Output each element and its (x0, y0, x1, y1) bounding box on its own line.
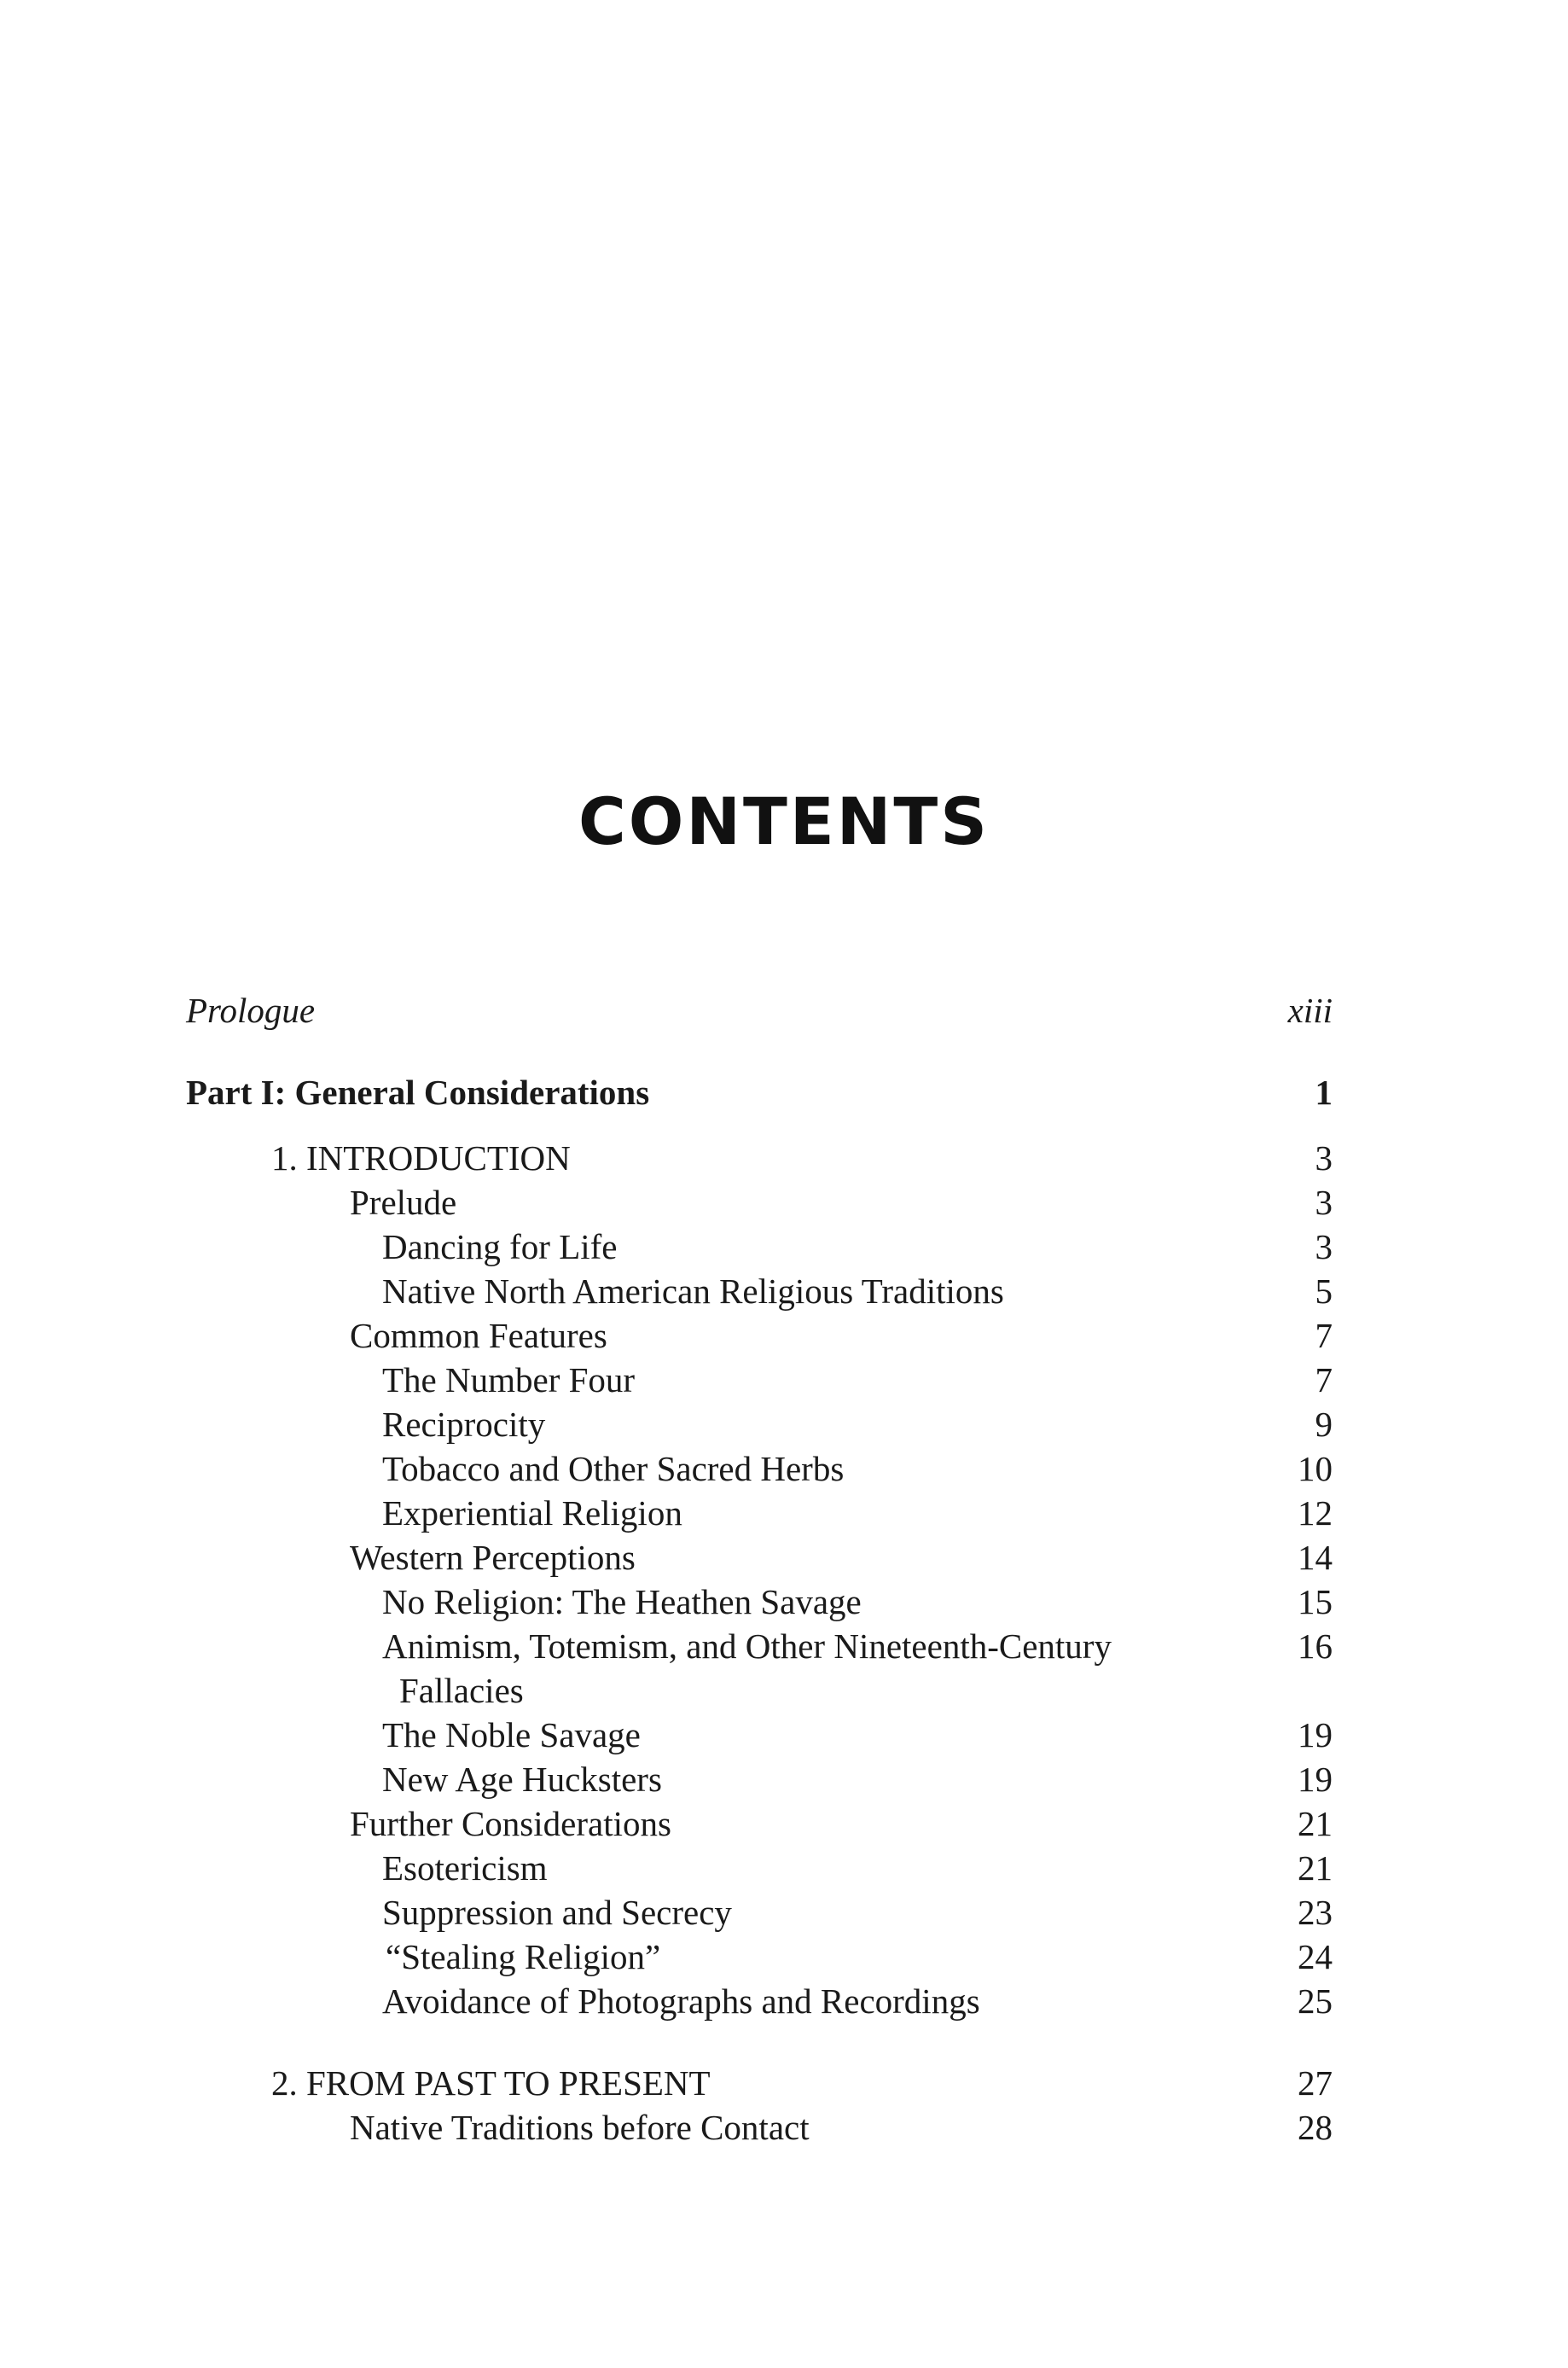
toc-entry-page: 16 (1298, 1626, 1333, 1666)
toc-entry-common-features[interactable] (0, 1313, 1568, 1358)
toc-entry-label: Avoidance of Photographs and Recordings (382, 1981, 980, 2021)
toc-entry-label: Esotericism (382, 1848, 548, 1888)
toc-entry-label: Further Considerations (350, 1804, 671, 1843)
toc-entry-label: “Stealing Religion” (386, 1937, 661, 1976)
toc-entry-noble-savage[interactable] (0, 1713, 1568, 1757)
toc-entry-label: Tobacco and Other Sacred Herbs (382, 1449, 845, 1488)
toc-entry-page: 19 (1298, 1760, 1333, 1799)
toc-entry-page: 1 (1315, 1073, 1333, 1112)
toc-entry-page: 15 (1298, 1582, 1333, 1621)
toc-entry-label: 2. FROM PAST TO PRESENT (271, 2063, 711, 2103)
toc-entry-page: 12 (1298, 1493, 1333, 1533)
toc-entry-page: 7 (1315, 1360, 1333, 1399)
toc-entry-label: No Religion: The Heathen Savage (382, 1582, 862, 1621)
toc-entry-page: 3 (1315, 1183, 1333, 1222)
toc-entry-label: Dancing for Life (382, 1227, 618, 1266)
toc-entry-page: 24 (1298, 1937, 1333, 1976)
toc-entry-label: Reciprocity (382, 1405, 546, 1444)
toc-entry-page: 27 (1298, 2063, 1333, 2103)
toc-entry-esotericism[interactable] (0, 1846, 1568, 1890)
toc-entry-label: Western Perceptions (350, 1538, 636, 1577)
toc-entry-label: Prologue (186, 991, 316, 1030)
toc-entry-further-considerations[interactable] (0, 1801, 1568, 1846)
toc-entry-label: Native Traditions before Contact (350, 2108, 810, 2147)
toc-entry-page: 19 (1298, 1715, 1333, 1754)
toc-entry-label: Suppression and Secrecy (382, 1893, 732, 1932)
toc-entry-prologue[interactable] (0, 988, 1568, 1033)
toc-entry-new-age-hucksters[interactable] (0, 1757, 1568, 1801)
toc-entry-before-contact[interactable] (0, 2105, 1568, 2150)
toc-entry-tobacco[interactable] (0, 1446, 1568, 1491)
toc-entry-chapter-2[interactable] (0, 2061, 1568, 2105)
toc-entry-page: 23 (1298, 1893, 1333, 1932)
toc-entry-label: Prelude (350, 1183, 457, 1222)
toc-entry-label: New Age Hucksters (382, 1760, 662, 1799)
toc-entry-page: 3 (1315, 1227, 1333, 1266)
toc-entry-part-1[interactable] (0, 1070, 1568, 1114)
toc-entry-label: Animism, Totemism, and Other Nineteenth-Century (382, 1626, 1112, 1666)
toc-entry-page: 28 (1298, 2108, 1333, 2147)
toc-entry-experiential-religion[interactable] (0, 1491, 1568, 1535)
toc-entry-label: Native North American Religious Traditions (382, 1271, 1004, 1311)
toc-entry-label: Part I: General Considerations (186, 1073, 650, 1112)
toc-entry-page: 9 (1315, 1405, 1333, 1444)
toc-entry-page: 25 (1298, 1981, 1333, 2021)
toc-entry-page: xiii (1287, 991, 1333, 1030)
toc-entry-page: 7 (1315, 1316, 1333, 1355)
page-title: CONTENTS (578, 783, 990, 859)
toc-entry-animism[interactable] (0, 1624, 1568, 1713)
toc-entry-dancing-for-life[interactable] (0, 1225, 1568, 1269)
toc-entry-page: 5 (1315, 1271, 1333, 1311)
toc-entry-number-four[interactable] (0, 1358, 1568, 1402)
toc-entry-page: 14 (1298, 1538, 1333, 1577)
toc-entry-native-traditions[interactable] (0, 1269, 1568, 1313)
toc-entry-label: Experiential Religion (382, 1493, 682, 1533)
toc-entry-page: 21 (1298, 1804, 1333, 1843)
toc-entry-western-perceptions[interactable] (0, 1535, 1568, 1580)
toc-entry-page: 3 (1315, 1138, 1333, 1178)
toc-entry-prelude[interactable] (0, 1180, 1568, 1225)
toc-entry-label: The Noble Savage (382, 1715, 641, 1754)
toc-entry-page: 21 (1298, 1848, 1333, 1888)
toc-entry-chapter-1[interactable] (0, 1136, 1568, 1180)
toc-entry-suppression[interactable] (0, 1890, 1568, 1935)
toc-entry-reciprocity[interactable] (0, 1402, 1568, 1446)
toc-entry-label-continuation: Fallacies (399, 1671, 524, 1710)
toc-entry-label: The Number Four (382, 1360, 636, 1399)
toc-entry-stealing-religion[interactable] (0, 1935, 1568, 1979)
toc-entry-label: 1. INTRODUCTION (271, 1138, 571, 1178)
toc-entry-page: 10 (1298, 1449, 1333, 1488)
toc-entry-no-religion[interactable] (0, 1580, 1568, 1624)
toc-entry-avoidance[interactable] (0, 1979, 1568, 2023)
toc-entry-label: Common Features (350, 1316, 607, 1355)
